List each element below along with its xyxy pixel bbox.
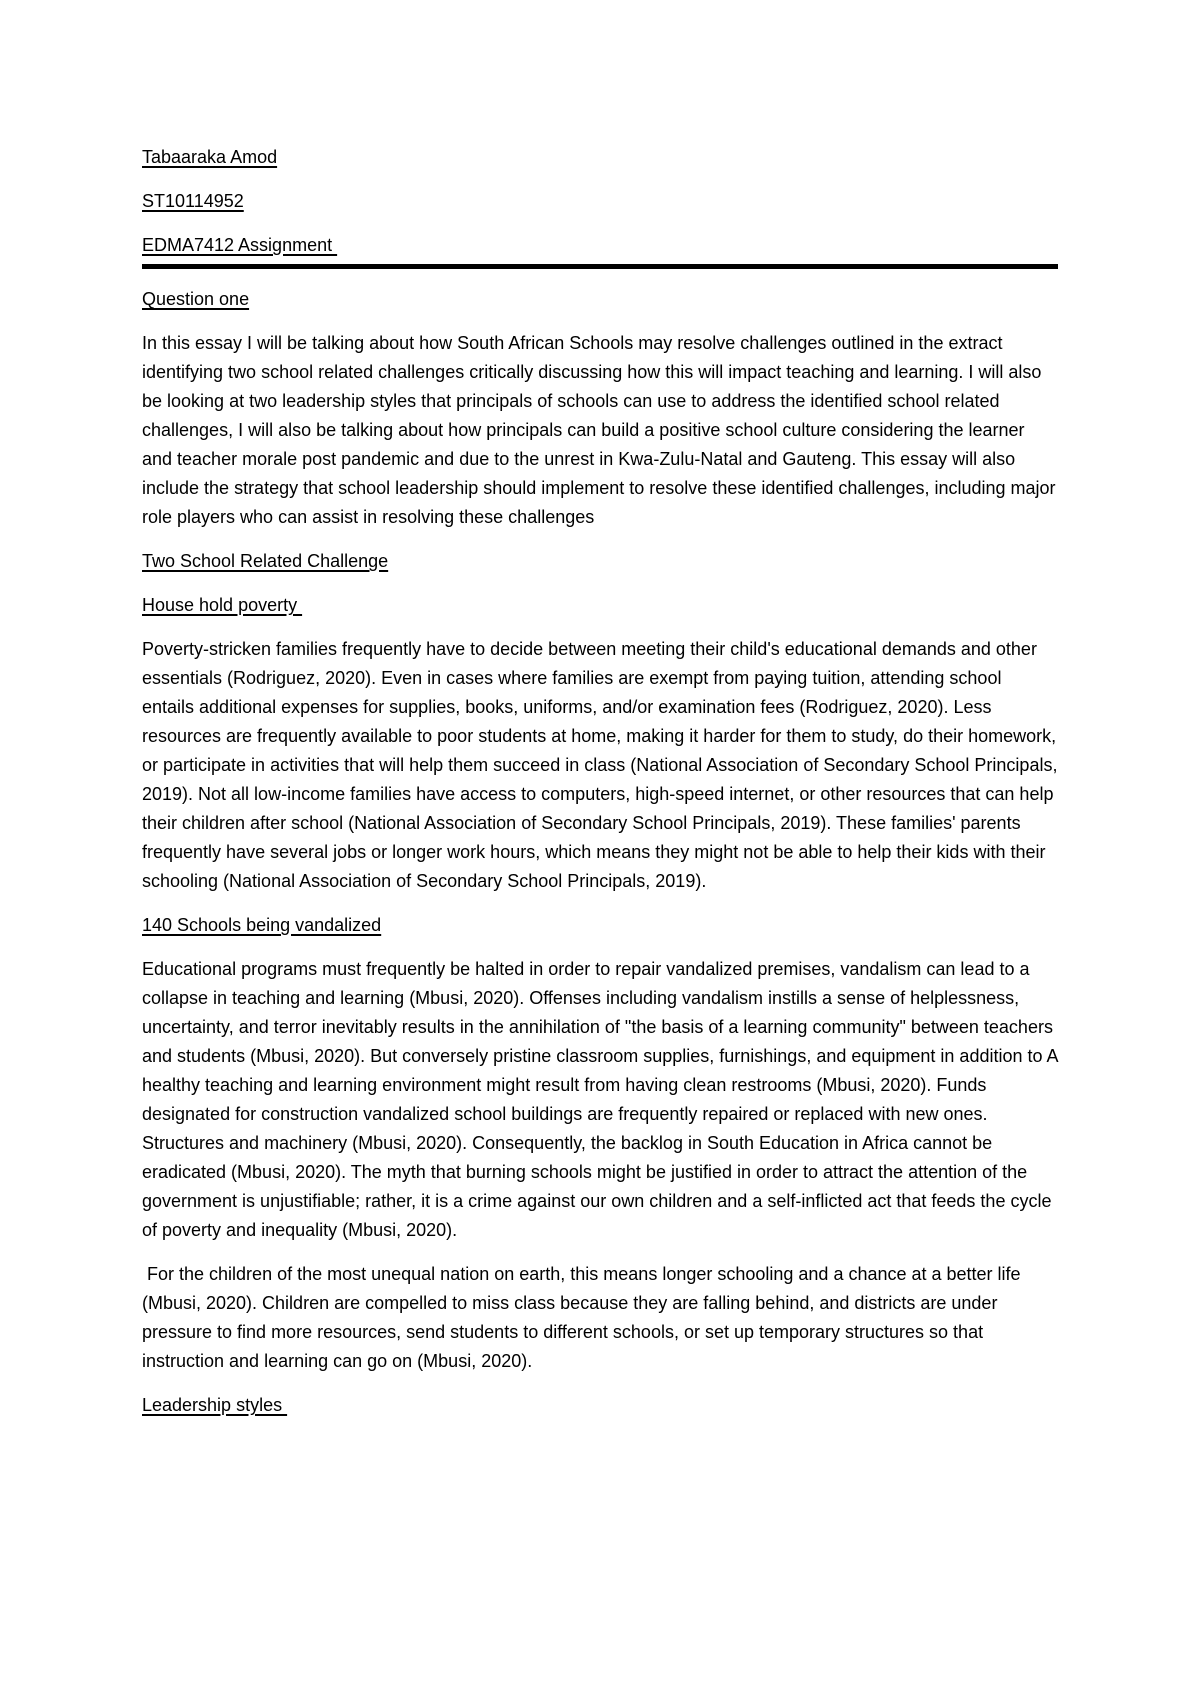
heading-question-one: Question one (142, 289, 250, 309)
para-household-poverty: Poverty-stricken families frequently have to decide between meeting their child's educational demands and other essentials (Rodriguez, 2020). Even in cases where families are exempt from paying tuition, attending school entails additional expenses for supplies, books, uniforms, and/or examination fees (Rodriguez, 2020). Less resources are frequently available to poor students at home, making it harder for them to study, do their homework, or participate in activities that will help them succeed in class (National Association of Secondary School Principals, 2019). Not all low-income families have access to computers, high-speed internet, or other resources that can help their children after school (National Association of Secondary School Principals, 2019). These families' parents frequently have several jobs or longer work hours, which means they might not be able to help their kids with their schooling (National Association of Secondary School Principals, 2019). (142, 639, 1063, 891)
student-id-text: ST10114952 (142, 191, 244, 211)
heading-leadership-styles: Leadership styles (142, 1395, 288, 1415)
author-name-text: Tabaaraka Amod (142, 147, 278, 167)
para-vandalism-2: For the children of the most unequal nation on earth, this means longer schooling and a chance at a better life (Mbusi, 2020). Children are compelled to miss class because they are falling behind, and districts are under pressure to find more resources, send students to different schools, or set up temporary structures so that instruction and learning can go on (Mbusi, 2020). (142, 1264, 1026, 1371)
para-vandalism-1: Educational programs must frequently be halted in order to repair vandalized premises, vandalism can lead to a collapse in teaching and learning (Mbusi, 2020). Offenses including vandalism instills a sense of helplessness, uncertainty, and terror inevitably results in the annihilation of "the basis of a learning community" between teachers and students (Mbusi, 2020). But conversely pristine classroom supplies, furnishings, and equipment in addition to A healthy teaching and learning environment might result from having clean restrooms (Mbusi, 2020). Funds designated for construction vandalized school buildings are frequently repaired or replaced with new ones. Structures and machinery (Mbusi, 2020). Consequently, the backlog in South Education in Africa cannot be eradicated (Mbusi, 2020). The myth that burning schools might be justified in order to attract the attention of the government is unjustifiable; rather, it is a crime against our own children and a self-inflicted act that feeds the cycle of poverty and inequality (Mbusi, 2020). (142, 959, 1063, 1240)
heading-two-school-related-challenge: Two School Related Challenge (142, 551, 389, 571)
para-introduction: In this essay I will be talking about how South African Schools may resolve challenges outlined in the extract identifying two school related challenges critically discussing how this will impact teaching and learning. I will also be looking at two leadership styles that principals of schools can use to address the identified school related challenges, I will also be talking about how principals can build a positive school culture considering the learner and teacher morale post pandemic and due to the unrest in Kwa-Zulu-Natal and Gauteng. This essay will also include the strategy that school leadership should implement to resolve these identified challenges, including major role players who can assist in resolving these challenges (142, 333, 1061, 527)
student-id (142, 187, 1058, 216)
assignment-title-block (142, 231, 1058, 269)
heading-140-schools-vandalized: 140 Schools being vandalized (142, 915, 382, 935)
heading-house-hold-poverty: House hold poverty (142, 595, 303, 615)
author-name (142, 143, 1058, 172)
assignment-title-text: EDMA7412 Assignment (142, 235, 338, 255)
